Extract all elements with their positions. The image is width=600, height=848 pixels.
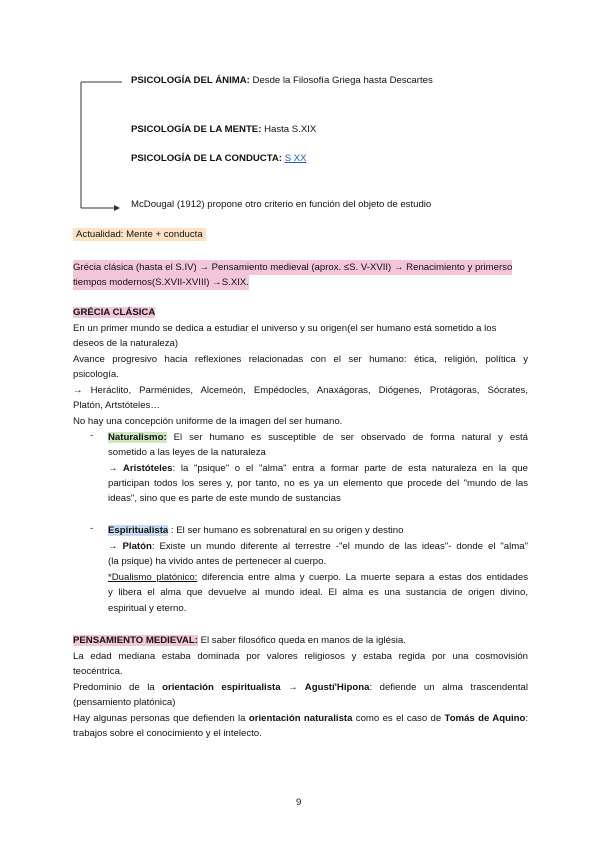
arrow-icon xyxy=(114,205,120,211)
naturalismo-l5: ideas", sino que es parte de este mundo de sustancias xyxy=(108,493,341,504)
naturalismo-label: Naturalismo: xyxy=(108,432,167,443)
tree-item-mente-label: PSICOLOGÍA DE LA MENTE: xyxy=(131,124,262,135)
grecia-p1-l2: deseos de la naturaleza) xyxy=(73,338,179,349)
espiritualista-l6: espiritual y eterno. xyxy=(108,603,187,614)
timeline-line-2: tiempos modernos(S.XVII-XVIII) →S.XIX. xyxy=(73,277,249,288)
page-number: 9 xyxy=(296,797,302,808)
sxx-link[interactable]: S XX xyxy=(284,153,307,164)
naturalismo-l1-text: El ser humano es susceptible de ser observado de forma natural y está xyxy=(166,432,528,443)
naturalista-label: orientación naturalista xyxy=(248,713,353,724)
grecia-p2-l1: Avance progresivo hacia reflexiones relacionadas con el ser humano: ética, religión, política y xyxy=(73,354,528,365)
espiritualista-l5: y libera el alma que devuelve al mundo ideal. El alma es una sustancia de origen divino, xyxy=(108,587,528,598)
medieval-heading xyxy=(73,633,528,648)
medieval-p1-l2: teocéntrica. xyxy=(73,666,123,677)
naturalismo-l3 xyxy=(108,461,528,476)
medieval-p3-a: Hay algunas personas que defienden la xyxy=(73,713,249,724)
tree-item-conducta xyxy=(131,153,307,164)
naturalismo-l3-text: : la "psique" o el "alma" entra a formar parte de esta naturaleza en la que xyxy=(172,463,528,474)
medieval-p2-c: : defiende un alma trascendental xyxy=(369,682,528,693)
medieval-p2-l2: (pensamiento platónica) xyxy=(73,697,176,708)
naturalismo-l1 xyxy=(108,430,528,445)
grecia-p2-l2: psicología. xyxy=(73,369,119,380)
grecia-heading xyxy=(73,305,155,320)
aquino-label: Tomás de Aquino xyxy=(444,713,526,724)
actualidad-note: Actualidad: Mente + conducta xyxy=(73,228,206,241)
naturalismo-l2: sometido a las leyes de la naturaleza xyxy=(108,447,266,458)
dualismo-label: *Dualismo platónico: xyxy=(108,572,198,583)
agusti-label: orientación espiritualista → Agustí'Hipona xyxy=(162,682,370,693)
espiritualista-l3: (la psique) ha vivido antes de pertenecer al cuerpo. xyxy=(108,556,327,567)
tree-item-mente xyxy=(131,124,316,135)
tree-item-mcdougal: McDougal (1912) propone otro criterio en función del objeto de estudio xyxy=(131,199,432,210)
naturalismo-bullet: - xyxy=(90,430,94,441)
medieval-p3-e: : xyxy=(525,713,529,724)
espiritualista-l1-text: : El ser humano es sobrenatural en su origen y destino xyxy=(168,525,404,536)
medieval-heading-text: PENSAMIENTO MEDIEVAL: xyxy=(73,635,198,646)
timeline-line-1: Grécia clásica (hasta el S.IV) → Pensamiento medieval (aprox. ≤S. V-XVII) → Renacimiento y primerso xyxy=(73,262,513,273)
platon-label: → Platón xyxy=(108,541,152,552)
espiritualista-l4 xyxy=(108,570,528,585)
medieval-p3-c: como es el caso de xyxy=(352,713,445,724)
espiritualista-l2 xyxy=(108,539,528,554)
espiritualista-label: Espiritualista xyxy=(108,525,169,536)
tree-item-mente-text: Hasta S.XIX xyxy=(261,124,317,135)
grecia-p4: No hay una concepción uniforme de la imagen del ser humano. xyxy=(73,416,343,427)
espiritualista-bullet: - xyxy=(90,523,94,534)
grecia-p3-l2: Platón, Artstóteles… xyxy=(73,400,160,411)
tree-item-anima-label: PSICOLOGÍA DEL ÁNIMA: xyxy=(131,75,250,86)
medieval-p3-l2: trabajos sobre el conocimiento y el intelecto. xyxy=(73,728,262,739)
tree-item-anima-text: Desde la Filosofía Griega hasta Descartes xyxy=(249,75,433,86)
medieval-p2-l1 xyxy=(73,680,528,695)
medieval-heading-rest: El saber filosófico queda en manos de la iglésia. xyxy=(197,635,406,646)
grecia-p1-l1: En un primer mundo se dedica a estudiar el universo y su origen(el ser humano está sometido a los xyxy=(73,323,497,334)
aristoteles-label: → Aristóteles xyxy=(108,463,173,474)
tree-item-conducta-label: PSICOLOGÍA DE LA CONDUCTA: xyxy=(131,153,283,164)
espiritualista-l1 xyxy=(108,523,528,538)
medieval-p1-l1: La edad mediana estaba dominada por valores religiosos y estaba regida por una cosmovisión xyxy=(73,651,528,662)
medieval-p3-l1 xyxy=(73,711,528,726)
medieval-p2-a: Predominio de la xyxy=(73,682,163,693)
grecia-heading-text: GRÉCIA CLÁSICA xyxy=(73,307,156,318)
espiritualista-l2-text: : Existe un mundo diferente al terrestre -"el mundo de las ideas"- donde el "alma" xyxy=(151,541,528,552)
grecia-p3-l1: → Heráclito, Parménides, Alcemeón, Empédocles, Anaxágoras, Diógenes, Protágoras, Sócrates, xyxy=(73,385,528,396)
tree-item-anima xyxy=(131,75,433,86)
espiritualista-l4-text: diferencia entre alma y cuerpo. La muerte separa a estas dos entidades xyxy=(197,572,528,583)
naturalismo-l4: participan todos los seres y, por tanto, no es ya un elemento que procede del "mundo de las xyxy=(108,478,528,489)
